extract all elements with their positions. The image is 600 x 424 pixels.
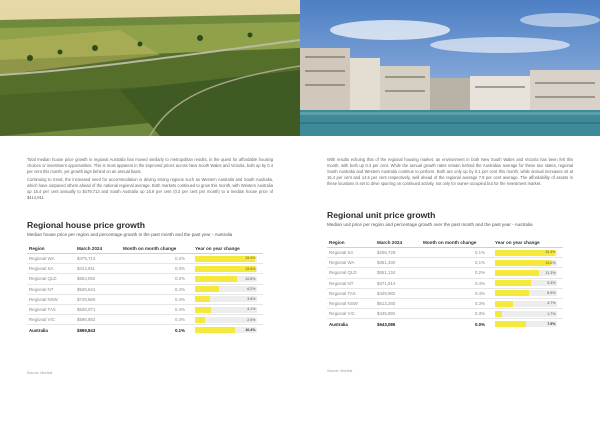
yoy-bar-track [195,307,257,313]
table-row [27,315,263,325]
table-total-row [27,325,263,335]
house-section-subtitle: Median house price per region and percentage growth in the past month and the past year - Australia [27,232,233,237]
mom-change-cell: 0.4% [174,317,185,323]
yoy-cell [495,250,563,256]
yoy-label: 6.2% [247,286,256,291]
mom-change-cell: 0.2% [474,270,485,276]
yoy-bar-track [495,280,557,286]
table-row [27,264,263,274]
table-row [27,305,263,315]
yoy-label: 9.3% [547,280,556,285]
waterfront-photo [300,0,600,136]
yoy-bar-track [195,327,257,333]
yoy-label: 10.8% [245,276,256,281]
region-cell: Regional VIC [29,317,55,323]
price-cell: $664,052 [77,276,96,282]
paragraph: Total median house price growth in regional Australia has moved similarly to metropolitan results, in the quest for affordable housing choices or investment opportunities. This is most apparent in the improved prices across New South Wales and Victoria, both up by 0.4 per cent this month, yet growth lags behind on an annual basis. [27,157,273,175]
yoy-bar [195,296,210,302]
header-region: Region [329,240,345,245]
house-section-title: Regional house price growth [27,220,145,230]
mom-change-cell: 0.0% [474,321,485,327]
source-note: Source: Mortest [27,371,53,375]
region-cell: Australia [29,327,48,333]
mom-change-cell: 0.2% [174,276,185,282]
yoy-cell [195,266,263,272]
table-row [27,254,263,264]
table-row [327,289,563,299]
yoy-bar [495,270,539,276]
yoy-bar-track [495,260,557,266]
yoy-bar-track [195,256,257,262]
region-cell: Regional NSW [329,301,358,307]
table-total-row [327,319,563,329]
unit-price-table [327,238,563,330]
table-row [327,309,563,319]
yoy-bar [495,321,526,327]
yoy-label: 15.8% [245,266,256,271]
yoy-bar [495,301,513,307]
yoy-bar-track [195,286,257,292]
region-cell: Regional NT [29,286,54,292]
yoy-label: 8.9% [547,291,556,296]
price-cell: $445,892 [377,311,396,317]
yoy-bar-track [495,290,557,296]
price-cell: $749,660 [77,296,96,302]
price-cell: $551,134 [377,270,396,276]
price-cell: $429,982 [377,290,396,296]
yoy-bar [495,280,531,286]
header-mom: Month on month change [423,240,477,245]
yoy-cell [495,280,563,286]
yoy-bar-track [195,317,257,323]
table-row [27,295,263,305]
yoy-cell [495,290,563,296]
yoy-cell [495,260,563,266]
price-cell: $643,086 [377,321,396,327]
region-cell: Regional QLD [329,270,357,276]
yoy-bar-track [495,270,557,276]
source-note: Source: Mortest [327,369,353,373]
countryside-photo [0,0,300,136]
yoy-label: 2.6% [247,317,256,322]
region-cell: Regional TAS [29,307,56,313]
price-cell: $414,911 [77,266,95,272]
price-cell: $538,071 [77,307,96,313]
table-row [327,299,563,309]
yoy-cell [195,286,263,292]
table-body [27,254,263,336]
mom-change-cell: 0.4% [174,296,185,302]
mom-change-cell: 0.1% [474,260,485,266]
table-body [327,248,563,330]
yoy-bar-track [195,276,257,282]
table-header [27,244,263,254]
yoy-cell [495,270,563,276]
yoy-bar-track [195,296,257,302]
yoy-cell [195,307,263,313]
table-row [327,279,563,289]
price-cell: $479,713 [77,256,96,262]
yoy-label: 10.4% [245,328,256,333]
region-cell: Regional SA [329,250,354,256]
header-yoy: Year on year change [495,240,540,245]
yoy-cell [195,296,263,302]
yoy-cell [195,256,263,262]
region-cell: Regional QLD [29,276,57,282]
region-cell: Regional WA [29,256,55,262]
header-month: March 2024 [377,240,403,245]
header-mom: Month on month change [123,246,177,251]
price-cell: $613,280 [377,301,396,307]
yoy-bar [495,290,529,296]
price-cell: $526,641 [77,286,96,292]
yoy-label: 4.7% [547,301,556,306]
region-cell: Australia [329,321,348,327]
region-cell: Regional TAS [329,290,356,296]
mom-change-cell: 0.2% [174,256,185,262]
mom-change-cell: 0.3% [174,266,185,272]
yoy-bar [495,260,551,266]
price-cell: $361,330 [377,260,396,266]
yoy-bar-track [495,301,557,307]
yoy-cell [495,311,563,317]
yoy-label: 15.4% [545,250,556,255]
yoy-cell [195,276,263,282]
yoy-bar-track [495,321,557,327]
yoy-bar [195,317,205,323]
mom-change-cell: 0.3% [474,301,485,307]
yoy-label: 3.8% [247,297,256,302]
mom-change-cell: 0.4% [474,280,485,286]
table-row [27,274,263,284]
yoy-cell [495,301,563,307]
yoy-cell [195,327,263,333]
yoy-label: 15.4% [245,256,256,261]
price-cell: $869,843 [77,327,96,333]
mom-change-cell: 0.4% [174,286,185,292]
region-cell: Regional SA [29,266,54,272]
yoy-bar-track [495,311,557,317]
price-cell: $371,914 [377,280,396,286]
yoy-bar-track [195,266,257,272]
yoy-label: 4.1% [247,307,256,312]
region-cell: Regional NSW [29,296,58,302]
table-header [327,238,563,248]
yoy-label: 7.9% [547,322,556,327]
region-cell: Regional NT [329,280,354,286]
yoy-label: 11.3% [545,270,556,275]
unit-section-subtitle: Median unit price per region and percentage growth over the past month and the past year - Australia [327,222,533,227]
price-cell: $256,728 [377,250,396,256]
paragraph: Continuing to trend, the increased need for accommodation is driving strong regions such as Western Australia and South Australia, which have outpaced others ahead of the national regional average. Both markets continued to grow this month, with Western Australia up 15.4 per cent annually to $479,713 and South Australia up 15.8 per cent (0.3 per cent per month) to a median house price of $414,911. [27,176,273,200]
table-row [327,258,563,268]
header-month: March 2024 [77,246,103,251]
yoy-cell [495,321,563,327]
region-cell: Regional VIC [329,311,355,317]
yoy-label: 14.5% [545,260,556,265]
yoy-cell [195,317,263,323]
yoy-bar [195,307,211,313]
header-region: Region [29,246,45,251]
yoy-bar [195,286,219,292]
mom-change-cell: 0.3% [474,311,485,317]
mom-change-cell: 0.4% [474,290,485,296]
mom-change-cell: 0.1% [174,327,185,333]
region-cell: Regional WA [329,260,355,266]
price-cell: $595,882 [77,317,96,323]
yoy-bar [195,276,237,282]
yoy-bar [195,327,235,333]
yoy-bar-track [495,250,557,256]
right-body-text [327,157,573,189]
table-row [327,248,563,258]
mom-change-cell: 0.4% [174,307,185,313]
unit-section-title: Regional unit price growth [327,210,436,220]
table-row [27,285,263,295]
table-row [327,268,563,278]
yoy-label: 1.7% [547,311,556,316]
yoy-bar [495,311,502,317]
mom-change-cell: 0.1% [474,250,485,256]
house-price-table [27,244,263,336]
header-yoy: Year on year change [195,246,240,251]
left-body-text [27,157,273,202]
paragraph: With results echoing that of the regional housing market, an environment in both New South Wales and Victoria has been felt this month, with both up 0.3 per cent. While the annual growth rates remain behind the Australian average for these two states, regional South Australia and Western Australia continue to perform. Both are only up by 0.1 per cent this month, while annual increases sit at 15.4 per cent and 14.5 per cent respectively, well ahead of the regional average 7.9 per cent average. The affordability of assets in these locations is set to drive spurring on continued activity, not only for owner-occupied but for the investment market. [327,157,573,187]
